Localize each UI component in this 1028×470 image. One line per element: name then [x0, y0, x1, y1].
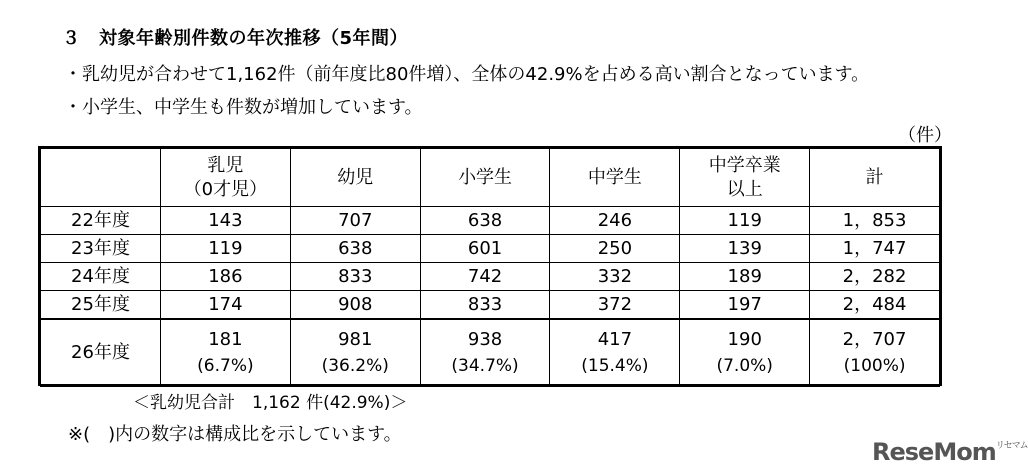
cell-value: 332 [550, 263, 680, 291]
header-elementary: 小学生 [420, 149, 550, 207]
row-year: 25年度 [41, 291, 161, 320]
header-graduate-line1: 中学卒業 [708, 154, 781, 176]
logo-mark: リセマム [995, 441, 1028, 451]
header-graduate-line2: 以上 [726, 178, 763, 200]
cell-value: 174 [161, 291, 291, 320]
cell-total-with-ratio [810, 319, 940, 387]
cell-value: 119 [680, 207, 810, 235]
table-header-row [41, 149, 940, 207]
cell-value: 981 [338, 329, 373, 350]
cell-value: 250 [550, 235, 680, 263]
logo-text: ReseMom [872, 438, 996, 466]
cell-value: 833 [420, 291, 550, 320]
bullet-student-summary: ・小学生、中学生も件数が増加しています。 [64, 97, 423, 118]
cell-value: 189 [680, 263, 810, 291]
cell-value-with-ratio [550, 319, 680, 387]
cell-value-with-ratio [680, 319, 810, 387]
cell-ratio: (100%) [843, 356, 906, 376]
cell-ratio: (34.7%) [451, 356, 519, 376]
bullet-infant-summary: ・乳幼児が合わせて1,162件（前年度比80件増）、全体の42.9%を占める高い割合となっています。 [64, 64, 870, 85]
cell-value: 139 [680, 235, 810, 263]
header-infant [161, 149, 291, 207]
header-graduate [680, 149, 810, 207]
cell-value: 181 [208, 329, 243, 350]
cell-value: 833 [290, 263, 420, 291]
header-toddler: 幼児 [290, 149, 420, 207]
cell-total: 2，707 [842, 329, 907, 350]
cell-value-with-ratio [290, 319, 420, 387]
header-corner [41, 149, 161, 207]
cell-value: 417 [597, 329, 633, 350]
cell-total: 1，853 [810, 207, 940, 235]
infant-total-note: ＜乳幼児合計 1,162 件(42.9%)＞ [133, 393, 408, 413]
composition-note: ※( )内の数字は構成比を示しています。 [68, 424, 402, 445]
header-infant-line1: 乳児 [207, 154, 244, 176]
cell-value: 638 [290, 235, 420, 263]
resemom-logo [872, 438, 1028, 466]
cell-value-with-ratio [161, 319, 291, 387]
cell-ratio: (15.4%) [581, 356, 649, 376]
cell-total: 1，747 [810, 235, 940, 263]
row-year: 24年度 [41, 263, 161, 291]
cell-value: 742 [420, 263, 550, 291]
cell-value: 372 [550, 291, 680, 320]
cell-total: 2，484 [810, 291, 940, 320]
cell-value: 938 [467, 329, 503, 350]
header-infant-line2: （0才児） [183, 178, 268, 200]
cell-ratio: (36.2%) [321, 356, 389, 376]
cell-ratio: (6.7%) [197, 356, 254, 376]
cell-value: 186 [161, 263, 291, 291]
cell-value: 119 [161, 235, 291, 263]
yearly-count-table [38, 146, 942, 386]
cell-value: 707 [290, 207, 420, 235]
row-year: 23年度 [41, 235, 161, 263]
cell-value: 601 [420, 235, 550, 263]
section-heading: ３ 対象年齢別件数の年次推移（5年間） [62, 28, 409, 49]
table-row [41, 291, 940, 320]
row-year: 22年度 [41, 207, 161, 235]
cell-ratio: (7.0%) [716, 356, 773, 376]
table-row [41, 263, 940, 291]
table-row-latest [41, 319, 940, 387]
table-row [41, 207, 940, 235]
cell-value: 908 [290, 291, 420, 320]
header-total: 計 [810, 149, 940, 207]
cell-value: 197 [680, 291, 810, 320]
cell-value: 246 [550, 207, 680, 235]
cell-total: 2，282 [810, 263, 940, 291]
cell-value: 190 [727, 329, 762, 350]
unit-label: （件） [898, 125, 952, 146]
cell-value: 143 [161, 207, 291, 235]
table-row [41, 235, 940, 263]
row-year: 26年度 [41, 319, 161, 387]
cell-value-with-ratio [420, 319, 550, 387]
header-junior-high: 中学生 [550, 149, 680, 207]
cell-value: 638 [420, 207, 550, 235]
